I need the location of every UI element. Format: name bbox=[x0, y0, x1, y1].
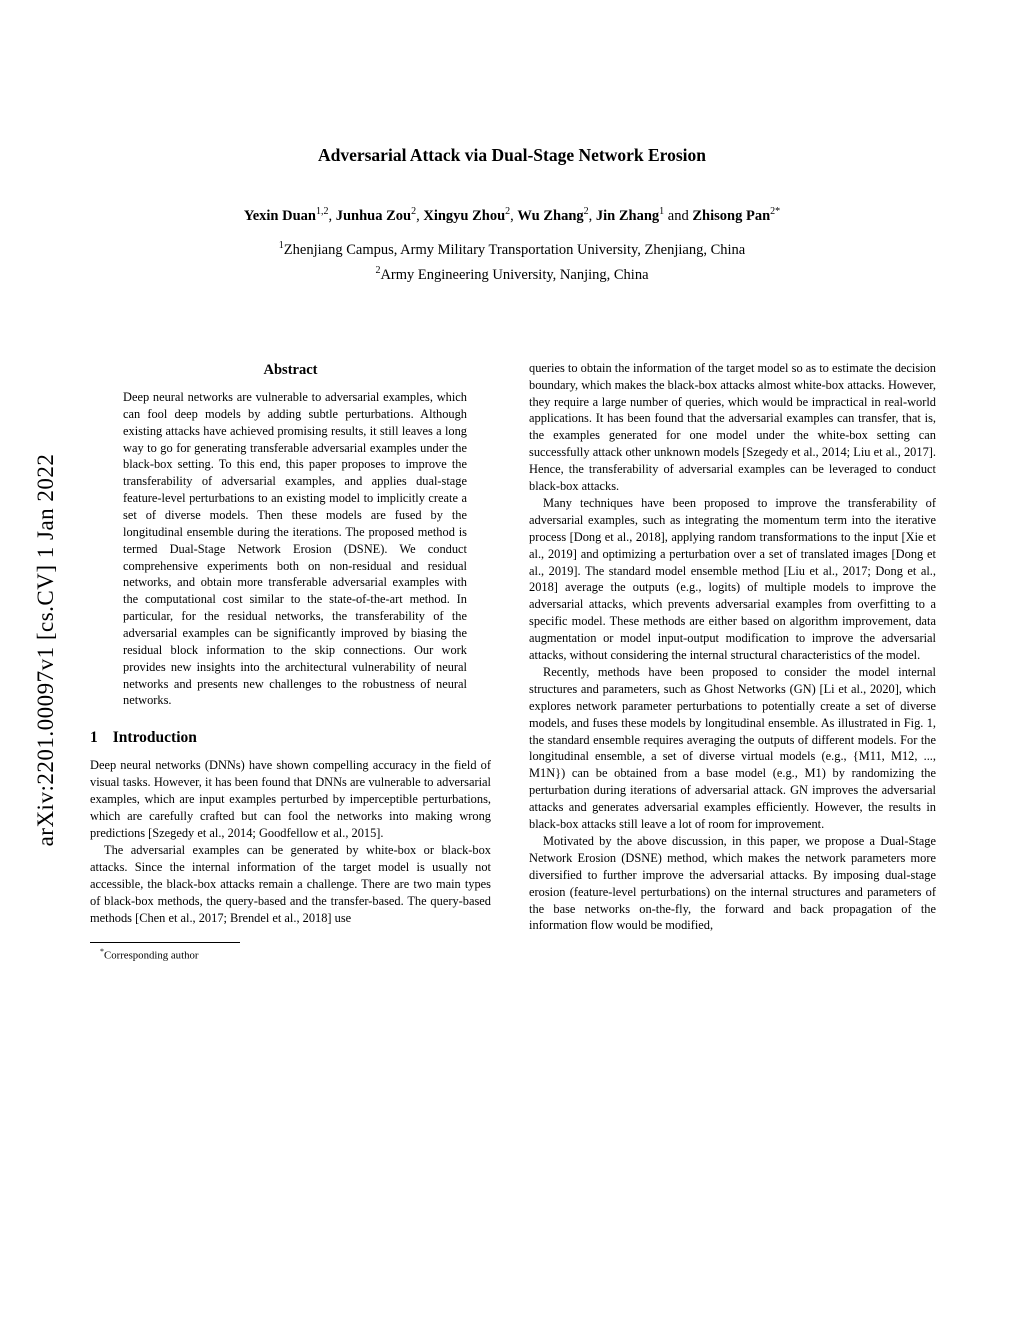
author-name: Wu Zhang bbox=[517, 207, 584, 224]
author-separator: , bbox=[328, 207, 336, 224]
intro-paragraph-1: Deep neural networks (DNNs) have shown compelling accuracy in the field of visual tasks. However, it has been found that DNNs are vulnerable to adversarial examples, which are input examples perturbed by imperceptible perturbations, which are carefully crafted but can fool the networks into making wrong predictions [Szegedy et al., 2014; Goodfellow et al., 2015]. bbox=[90, 758, 491, 840]
footnote bbox=[90, 942, 491, 962]
author-affiliation-marker: 1,2 bbox=[315, 206, 329, 217]
body-paragraph-2: Many techniques have been proposed to improve the transferability of adversarial examples, such as integrating the momentum term into the iterative process [Dong et al., 2018], applying random transformations to the input [Xie et al., 2019] and optimizing a perturbation over a set of translated images [Dong et al., 2019]. The standard model ensemble method [Liu et al., 2017; Dong et al., 2018] average the outputs (e.g., logits) of multiple models to improve the adversarial attacks, which prevents adversarial examples from overfitting to a specific model. These methods are either based on algorithm improvement, data augmentation or model input-output modification to improve the adversarial attacks, without considering the internal structural characteristics of the model. bbox=[529, 496, 936, 662]
affiliation-marker: 1 bbox=[278, 239, 284, 251]
author-affiliation-marker: 1 bbox=[659, 206, 665, 217]
paper-header bbox=[0, 0, 1024, 287]
affiliation-line bbox=[0, 238, 1024, 263]
section-number: 1 bbox=[90, 729, 98, 747]
author-name: Junhua Zou bbox=[335, 207, 412, 224]
right-column bbox=[529, 360, 936, 962]
left-column bbox=[90, 360, 491, 962]
abstract-heading: Abstract bbox=[263, 362, 318, 378]
footnote-rule bbox=[90, 942, 240, 943]
body-paragraph-1: queries to obtain the information of the target model so as to estimate the decision boundary, which makes the black-box attacks almost white-box attacks. However, they require a large number of queries, which would be impractical in real-world applications. It has been found that the adversarial examples can transfer, that is, the examples generated for one model under the white-box setting can successfully attack other unknown models [Szegedy et al., 2014; Liu et al., 2017]. Hence, the transferability of adversarial examples can be leveraged to conduct black-box attacks. bbox=[529, 361, 936, 493]
intro-paragraph-2: The adversarial examples can be generated by white-box or black-box attacks. Since the internal information of the target model is usually not accessible, the black-box attacks remain a challenge. There are two main types of black-box methods, the query-based and the transfer-based. The query-based methods [Chen et al., 2017; Brendel et al., 2018] use bbox=[90, 843, 491, 925]
author-affiliation-marker: 2* bbox=[770, 206, 781, 217]
arxiv-watermark: arXiv:2201.00097v1 [cs.CV] 1 Jan 2022 bbox=[33, 453, 58, 847]
body-paragraph-4: Motivated by the above discussion, in this paper, we propose a Dual-Stage Network Erosion (DSNE) method, which makes the network parameters more diversified to further improve the adversarial attacks. By imposing dual-stage erosion (feature-level perturbations) on the internal structures and parameters of the base networks on-the-fly, the forward and back propagation of the information flow would be modified, bbox=[529, 834, 936, 933]
author-affiliation-marker: 2 bbox=[505, 206, 511, 217]
abstract-text: Deep neural networks are vulnerable to adversarial examples, which can fool deep models by adding subtle perturbations. Although existing attacks have achieved promising results, it still leaves a long way to go for generating transferable adversarial examples under the black-box setting. To this end, this paper proposes to improve the transferability of adversarial examples, and applies dual-stage feature-level perturbations to an existing model to implicitly create a set of diverse models. Then these models are fused by the longitudinal ensemble during the iterations. The proposed method is termed Dual-Stage Network Erosion (DSNE). We conduct comprehensive experiments both on non-residual and residual networks, and obtain more transferable adversarial examples with the computational cost similar to the state-of-the-art method. In particular, for the residual networks, the transferability of the adversarial examples can be significantly improved by biasing the residual block information to the skip connections. Our work provides new insights into the architectural vulnerability of neural networks and presents new challenges to the robustness of neural networks. bbox=[123, 390, 467, 708]
author-name: Zhisong Pan bbox=[692, 207, 771, 224]
author-conjunction: and bbox=[664, 207, 693, 224]
section-title: Introduction bbox=[112, 729, 197, 747]
abstract-section bbox=[90, 389, 491, 709]
body-paragraph-3: Recently, methods have been proposed to consider the model internal structures and parameters, such as Ghost Networks (GN) [Li et al., 2020], which explores network parameter perturbations to potentially create a set of diverse models, and fuses these models by longitudinal ensemble. As illustrated in Fig. 1, the standard ensemble requires averaging the outputs of different models. For the longitudinal ensemble, a set of diverse virtual models (e.g., {M11, M12, ..., M1N}) can be obtained from a base model (e.g., M1) by randomizing the perturbation during iterations of adversarial attack. GN improves the adversarial attacks and generates adversarial examples efficiently. However, the results in black-box attacks still leave a lot of room for improvement. bbox=[529, 665, 936, 831]
footnote-marker: * bbox=[100, 947, 104, 957]
affiliation-marker: 2 bbox=[375, 264, 381, 276]
author-separator: , bbox=[416, 207, 424, 224]
affiliation-block bbox=[0, 238, 1024, 288]
affiliation-text: Army Engineering University, Nanjing, China bbox=[380, 266, 649, 283]
author-line bbox=[0, 206, 1024, 225]
footnote-text: *Corresponding author bbox=[100, 947, 199, 962]
affiliation-text: Zhenjiang Campus, Army Military Transportation University, Zhenjiang, China bbox=[283, 241, 746, 258]
author-name: Jin Zhang bbox=[595, 207, 660, 224]
paper-title: Adversarial Attack via Dual-Stage Network Erosion bbox=[317, 145, 707, 165]
author-name: Xingyu Zhou bbox=[423, 207, 506, 224]
author-name: Yexin Duan bbox=[243, 207, 316, 224]
author-separator: , bbox=[510, 207, 518, 224]
two-column-body bbox=[90, 360, 936, 962]
author-affiliation-marker: 2 bbox=[583, 206, 589, 217]
author-separator: , bbox=[588, 207, 596, 224]
author-affiliation-marker: 2 bbox=[411, 206, 417, 217]
section-heading-introduction bbox=[90, 729, 491, 747]
affiliation-line bbox=[0, 263, 1024, 288]
